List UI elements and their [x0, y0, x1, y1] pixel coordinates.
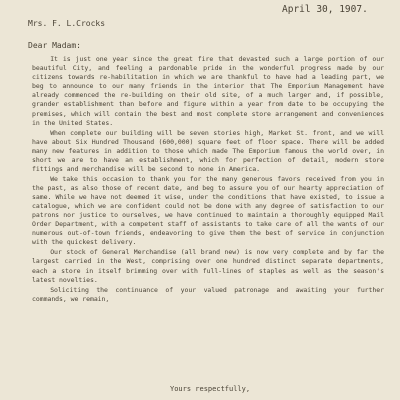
letter-body [32, 55, 384, 305]
paragraph: We take this occasion to thank you for the many generous favors received from you in the past, as also those of recent date, and beg to assure you of our hearty appreciation of same. While we have not deemed it wise, under the conditions that have existed, to issue a catalogue, which we are confident could not be done with any degree of satisfaction to our patrons nor justice to ourselves, we have continued to maintain a thoroughly equipped Mail Order Department, with a competent staff of assistants to take care of all the wants of our numerous out-of-town friends, endeavoring to give them the best of service in conjunction with the quickest delivery. [32, 174, 384, 247]
paragraph: Soliciting the continuance of your valued patronage and awaiting your further commands, we remain, [32, 285, 384, 303]
paragraph: Our stock of General Merchandise (all brand new) is now very complete and by far the largest carried in the West, comprising over one hundred distinct separate departments, each a store in itself brimming over with full-lines of staples as well as the season's latest novelties. [32, 248, 384, 284]
paragraph: When complete our building will be seven stories high, Market St. front, and we will have about Six Hundred Thousand (600,000) square feet of floor space. There will be added many new features in addition to those which made The Emporium famous the world over, in short we are to have an establishment, which for perfection of detail, modern store fittings and merchandise will be second to none in America. [32, 128, 384, 173]
letter-salutation: Dear Madam: [28, 41, 81, 50]
letter-addressee: Mrs. F. L.Crocks [28, 19, 106, 28]
letter-date: April 30, 1907. [282, 4, 368, 15]
paragraph: It is just one year since the great fire that devasted such a large portion of our beautiful City, and feeling a pardonable pride in the wonderful progress made by our citizens towards re-habilitation in which we are thankful to have had a leading part, we beg to announce to our many friends in the interior that The Emporium Management have already commenced the re-building on their old site, of a much larger and, if possible, grander establishment than before and figure within a year from date to be occupying the premises, which will contain the best and most complete store arrangement and conveniences in the United States. [32, 55, 384, 127]
letter-closing: Yours respectfully, [170, 385, 251, 393]
